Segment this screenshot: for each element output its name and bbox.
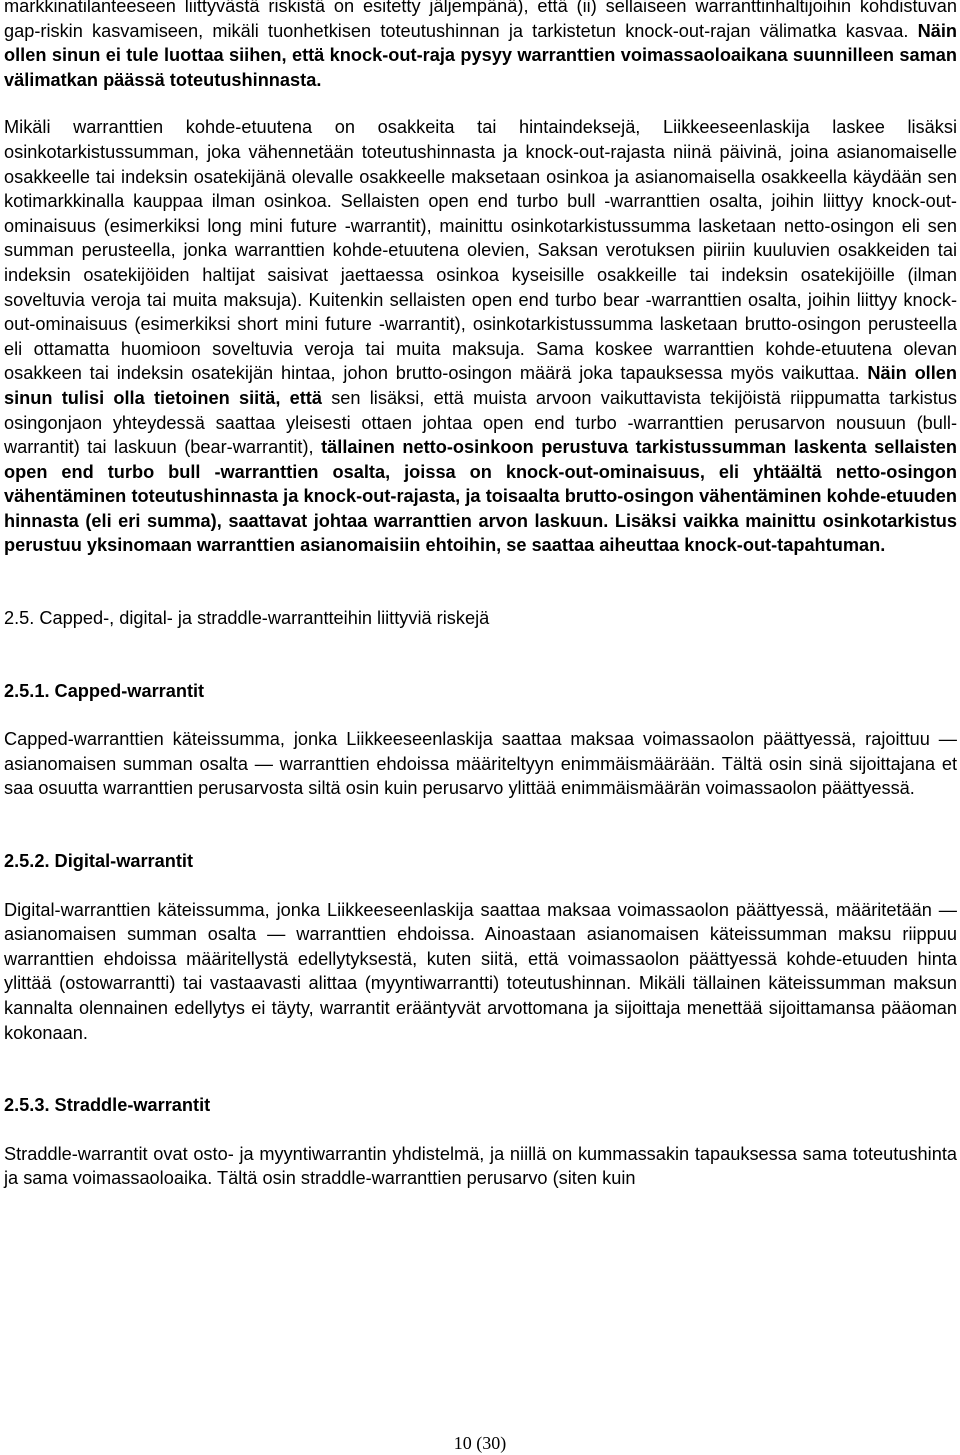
document-page (4, 0, 957, 1191)
paragraph-bold-text: Näin ollen sinun ei tule luottaa siihen, että knock-out-raja pysyy warranttien voimassaoloaikana suunnilleen saman välimatkan päässä toteutushinnasta. (4, 20, 957, 90)
section-heading-2-5-3: 2.5.3. Straddle-warrantit (4, 1095, 211, 1116)
section-heading-2-5-2: 2.5.2. Digital-warrantit (4, 851, 193, 872)
paragraph-capped-warrants: Capped-warranttien käteissumma, jonka Liikkeeseenlaskija saattaa maksaa voimassaolon päättyessä, rajoittuu — asianomaisen summan osalta — warranttien ehdoissa määriteltyyn enimmäismäärään. Tältä osin sinä sijoittajana et saa osuutta warranttien perusarvosta siltä osin kuin perusarvo ylittää enimmäismäärän voimassaolon päättyessä. (4, 729, 957, 799)
section-heading-2-5-1: 2.5.1. Capped-warrantit (4, 680, 205, 701)
paragraph-knock-out-gap-risk (4, 0, 957, 92)
paragraph-straddle-warrants: Straddle-warrantit ovat osto- ja myyntiwarrantin yhdistelmä, ja niillä on kummassakin tapauksessa sama toteutushinta ja sama voimassaoloaika. Tältä osin straddle-warranttien perusarvo (siten kuin (4, 1143, 957, 1189)
paragraph-text: markkinatilanteeseen liittyvästä riskistä on esitetty jäljempänä), että (ii) sellaiseen warranttinhaltijoihin kohdistuvan gap-riskin kasvamiseen, mikäli tuonhetkisen toteutushinnan ja tarkistetun knock-out-rajan välimatka kasvaa. (4, 0, 957, 41)
paragraph-bold-text: tällainen netto-osinkoon perustuva tarkistussumman laskenta sellaisten open end turbo bull -warranttien osalta, joissa on knock-out-ominaisuus, eli yhtäältä netto-osingon vähentäminen toteutushinnasta ja knock-out-rajasta, ja toisaalta brutto-osingon vähentäminen kohde-etuuden hinnasta (eli eri summa), saattavat johtaa warranttien arvon laskuun. Lisäksi vaikka mainittu osinkotarkistus perustuu yksinomaan warranttien asianomaisiin ehtoihin, se saattaa aiheuttaa knock-out-tapahtuman. (4, 437, 957, 556)
paragraph-dividend-adjustment (4, 115, 957, 558)
paragraph-digital-warrants: Digital-warranttien käteissumma, jonka Liikkeeseenlaskija saattaa maksaa voimassaolon päättyessä, määritetään — asianomaisen summan osalta — warranttien ehdoissa. Ainoastaan asianomaisen käteissumman maksu riippuu warranttien ehdoissa määritellystä edellytyksestä, kuten siitä, että voimassaolon päättyessä kohde-etuuden hinta ylittää (ostowarrantti) tai vastaavasti alittaa (myyntiwarrantti) toteutushinnan. Mikäli tällainen käteissumman maksun kannalta olennainen edellytys ei täyty, warrantit erääntyvät arvottomana ja sijoittaja menettää sijoittamansa pääoman kokonaan. (4, 899, 957, 1043)
section-heading-2-5: 2.5. Capped-, digital- ja straddle-warrantteihin liittyviä riskejä (4, 608, 490, 629)
paragraph-bold-text: Näin ollen sinun tulisi olla tietoinen siitä, että (4, 363, 958, 408)
page-number: 10 (30) (453, 1433, 507, 1453)
paragraph-text: sen lisäksi, että muista arvoon vaikuttavista tekijöistä riippumatta tarkistus osingonjaon yhteydessä saattaa yleisesti ottaen johtaa open end turbo -warranttien perusarvon nousuun (bull-warrantit) tai laskuun (bear-warrantit), (4, 387, 957, 458)
paragraph-text: Mikäli warranttien kohde-etuutena on osakkeita tai hintaindeksejä, Liikkeeseenlaskija laskee lisäksi osinkotarkistussumman, joka vähennetään toteutushinnasta ja knock-out-rajasta niinä päivinä, joina asianomaiselle osakkeelle tai indeksin osatekijänä olevalle osakkeelle maksetaan osinkoa ja asianomaisella osakkeella käydään sen kotimarkkinalla kauppaa ilman osinkoa. Sellaisten open end turbo bull -warranttien osalta, joihin liittyy knock-out-ominaisuus (esimerkiksi long mini future -warrantit), mainittu osinkotarkistussumma lasketaan netto-osingon eli sen summan perusteella, jonka warranttien kohde-etuutena olevien, Saksan verotuksen piiriin kuuluvien osakkeiden tai indeksin osatekijöiden haltijat saisivat jaettaessa osinkoa kyseisille osakkeille tai indeksin osatekijöille (ilman soveltuvia veroja tai muita maksuja). Kuitenkin sellaisten open end turbo bear -warranttien osalta, joihin liittyy knock-out-ominaisuus (esimerkiksi short mini future -warrantit), osinkotarkistussumma lasketaan brutto-osingon perusteella eli ottamatta huomioon soveltuvia veroja tai muita maksuja. Sama koskee warranttien kohde-etuutena olevan osakkeen tai indeksin osatekijän hintaa, johon brutto-osingon määrä joka tapauksessa myös vaikuttaa. (4, 117, 957, 384)
